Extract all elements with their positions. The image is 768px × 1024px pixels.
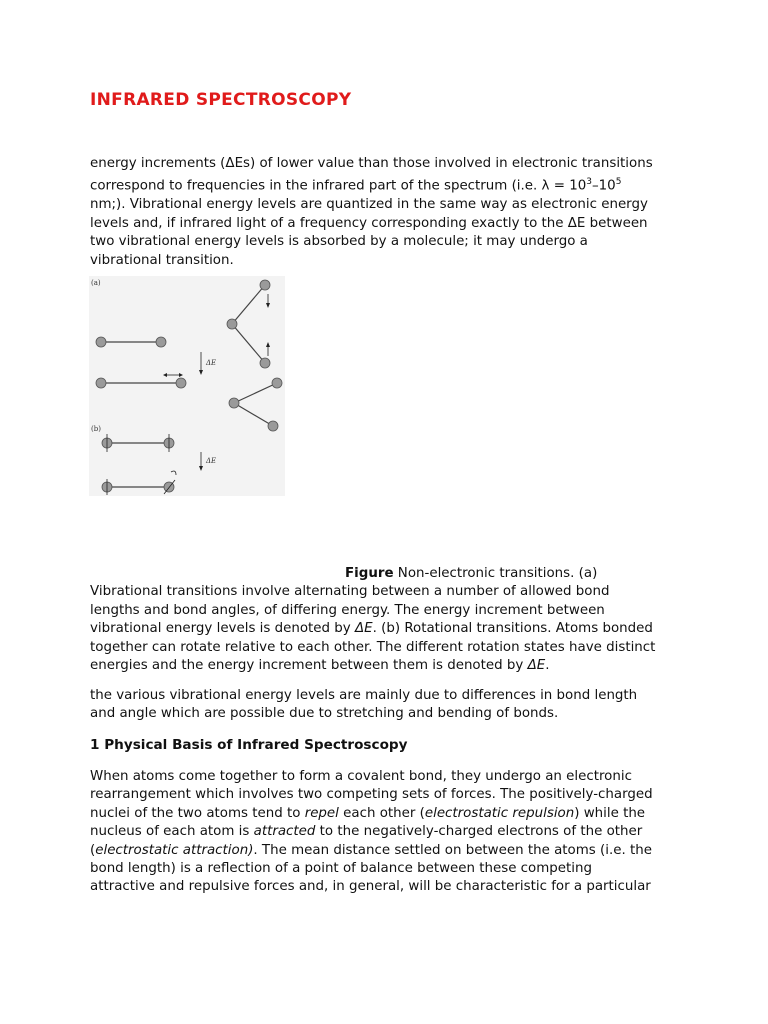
figure-background [89,276,285,496]
vibrational-paragraph [90,687,690,724]
caption-line: vibrational energy levels is denoted by [90,621,355,637]
delta-e-label: ΔE [206,359,217,367]
paragraph-line: ) while the [574,805,646,821]
delta-e-term: ΔE [354,621,373,637]
paragraph-line: When atoms come together to form a covalent bond, they undergo an electronic [90,769,632,784]
paragraph-line: attractive and repulsive forces and, in general, will be characteristic for a particular [90,879,651,895]
caption-line: . [545,658,550,674]
intro-line: vibrational transition. [90,252,234,268]
paragraph-line: rearrangement which involves two competing sets of forces. The positively-charged [90,787,653,803]
label-a: (a) [91,279,101,287]
intro-line: levels and, if infrared light of a frequency corresponding exactly to the ΔE between [90,215,648,231]
emphasis-term: attracted [253,824,316,840]
caption-line: Vibrational transitions involve alternating between a number of allowed bond [90,584,610,600]
intro-line: correspond to frequencies in the infrared part of the spectrum (i.e. λ = 10 [90,178,587,194]
caption-line: . (b) Rotational transitions. Atoms bonded [372,621,653,637]
caption-line: energies and the energy increment between them is denoted by [90,658,528,674]
paragraph-line: to the negatively-charged electrons of the other [315,824,643,840]
page-title: INFRARED SPECTROSCOPY [90,90,352,110]
emphasis-term: electrostatic attraction) [95,842,254,858]
paragraph-line: nucleus of each atom is [90,824,254,840]
caption-line: lengths and bond angles, of differing energy. The energy increment between [90,602,605,618]
caption-line: together can rotate relative to each other. The different rotation states have distinct [90,639,656,655]
emphasis-term: electrostatic repulsion [424,805,575,821]
paragraph-line: and angle which are possible due to stretching and bending of bonds. [90,706,559,722]
delta-e-term: ΔE [527,658,546,674]
intro-paragraph [90,155,690,270]
figure-caption [90,565,690,675]
paragraph-line: ( [90,842,96,858]
intro-line: –10 [591,178,616,194]
emphasis-term: repel [304,805,339,821]
paragraph-line: each other ( [338,805,425,821]
superscript: 3 [586,177,592,188]
caption-label: Figure [345,566,394,581]
transitions-figure [89,276,285,496]
delta-e-label: ΔE [206,457,217,465]
intro-line: energy increments (ΔEs) of lower value than those involved in electronic transitions [90,156,653,171]
intro-line: nm;). Vibrational energy levels are quantized in the same way as electronic energy [90,197,648,213]
paragraph-line: . The mean distance settled on between the atoms (i.e. the [253,842,652,858]
section-heading: 1 Physical Basis of Infrared Spectroscopy [90,737,408,753]
label-b: (b) [91,425,101,433]
paragraph-line: nuclei of the two atoms tend to [90,805,305,821]
paragraph-line: bond length) is a reflection of a point of balance between these competing [90,861,592,877]
paragraph-line: the various vibrational energy levels are mainly due to differences in bond length [90,688,638,703]
caption-line: Non-electronic transitions. (a) [393,566,598,581]
superscript: 5 [615,177,622,188]
intro-line: two vibrational energy levels is absorbed by a molecule; it may undergo a [90,234,588,250]
physical-basis-paragraph [90,768,690,897]
